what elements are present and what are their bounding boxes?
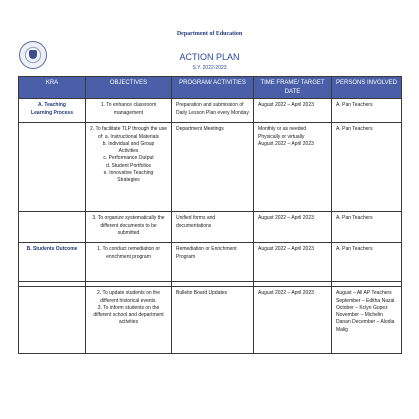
cell-line: 1. To enhance classroom management: [100, 102, 157, 116]
cell-line: Daily Lesson Plan every Monday: [176, 109, 249, 116]
objectives-cell: [86, 99, 172, 123]
cell-line: 3. To organize systematically the: [92, 215, 165, 222]
table-row: [19, 287, 402, 354]
column-header-kra: KRA: [19, 77, 86, 99]
cell-line: B. Students Outcome: [26, 246, 78, 253]
table-row: [19, 212, 402, 243]
cell-line: submitted: [117, 229, 140, 236]
kra-cell: [19, 287, 86, 354]
time-frame-cell: [254, 212, 332, 243]
persons-cell: [332, 243, 402, 282]
cell-line: 2. To facilitate TLP through the use: [90, 126, 167, 133]
cell-line: A. Pan Teachers: [336, 246, 373, 253]
cell-line: Unified forms and documentations: [176, 215, 216, 229]
table-row: [19, 99, 402, 123]
cell-line: Danan December – Alodia: [336, 319, 395, 326]
cell-line: Monthly or as needed: [258, 126, 307, 133]
kra-cell: [19, 123, 86, 212]
table-row: [19, 123, 402, 212]
cell-line: Department Meetings: [176, 126, 224, 133]
cell-line: of: a. Instructional Materials: [97, 133, 160, 140]
kra-cell: [19, 212, 86, 243]
cell-line: 1. To conduct remediation or: [96, 246, 160, 253]
program-cell: [172, 123, 254, 212]
cell-line: Strategies: [117, 177, 140, 184]
cell-line: different historical events.: [100, 297, 157, 304]
cell-line: Bulletin Board Updates: [176, 290, 228, 297]
persons-cell: [332, 287, 402, 354]
cell-line: Physically or virtually: [258, 133, 305, 140]
kra-cell: [19, 243, 86, 282]
cell-line: 3. To inform students on the: [97, 304, 160, 311]
cell-line: August 2022 – April 2023: [258, 140, 314, 147]
objectives-cell: [86, 287, 172, 354]
column-header-time-frame: TIME FRAME/ TARGET DATE: [254, 77, 332, 99]
time-frame-cell: [254, 99, 332, 123]
cell-line: A. Pan Teachers: [336, 126, 373, 133]
cell-line: Remediation or Enrichment Program: [176, 246, 237, 260]
objectives-cell: [86, 212, 172, 243]
cell-line: activities: [118, 319, 139, 326]
school-year: S.Y. 2022-2023: [192, 65, 227, 71]
cell-line: A. Pan Teachers: [336, 215, 373, 222]
cell-line: d. Student Portfolios: [105, 162, 152, 169]
cell-line: November – Michelin: [336, 312, 383, 319]
time-frame-cell: [254, 287, 332, 354]
program-cell: [172, 243, 254, 282]
persons-cell: [332, 99, 402, 123]
objectives-cell: [86, 243, 172, 282]
table-header-row: [19, 77, 402, 99]
program-cell: [172, 99, 254, 123]
time-frame-cell: [254, 243, 332, 282]
column-header-persons: PERSONS INVOLVED: [332, 77, 402, 99]
cell-line: August – All AP Teachers: [336, 290, 392, 297]
program-cell: [172, 287, 254, 354]
cell-line: October – Kclyn Gopez: [336, 304, 388, 311]
cell-line: August 2022 – April 2023: [258, 215, 314, 222]
cell-line: different documents to be: [100, 222, 157, 229]
cell-line: August 2022 – April 2023: [258, 290, 314, 297]
cell-line: A. Teaching: [38, 102, 66, 109]
objectives-cell: [86, 123, 172, 212]
cell-line: b. Individual and Group: [102, 140, 155, 147]
cell-line: Learning Process: [31, 109, 73, 116]
cell-line: A. Pan Teachers: [336, 102, 373, 109]
cell-line: August 2022 – April 2023: [258, 102, 314, 109]
action-plan-table: [18, 76, 402, 354]
cell-line: August 2022 – April 2023: [258, 246, 314, 253]
cell-line: September – Editha Nazal: [336, 297, 395, 304]
cell-line: e. Innovative Teaching: [103, 169, 154, 176]
program-cell: [172, 212, 254, 243]
cell-line: enrichment program: [106, 253, 151, 260]
column-header-objectives: OBJECTIVES: [86, 77, 172, 99]
time-frame-cell: [254, 123, 332, 212]
cell-line: Preparation and submission of: [176, 102, 244, 109]
column-header-program: PROGRAM/ ACTIVITIES: [172, 77, 254, 99]
cell-line: Activities: [118, 148, 139, 155]
cell-line: different school and department: [93, 312, 164, 319]
cell-line: Malig: [336, 326, 348, 333]
persons-cell: [332, 212, 402, 243]
cell-line: 2. To update students on the: [96, 290, 160, 297]
department-name: Department of Education: [176, 31, 243, 37]
kra-cell: [19, 99, 86, 123]
page-title: ACTION PLAN: [179, 52, 240, 62]
persons-cell: [332, 123, 402, 212]
table-row: [19, 243, 402, 282]
cell-line: c. Performance Output: [103, 155, 154, 162]
